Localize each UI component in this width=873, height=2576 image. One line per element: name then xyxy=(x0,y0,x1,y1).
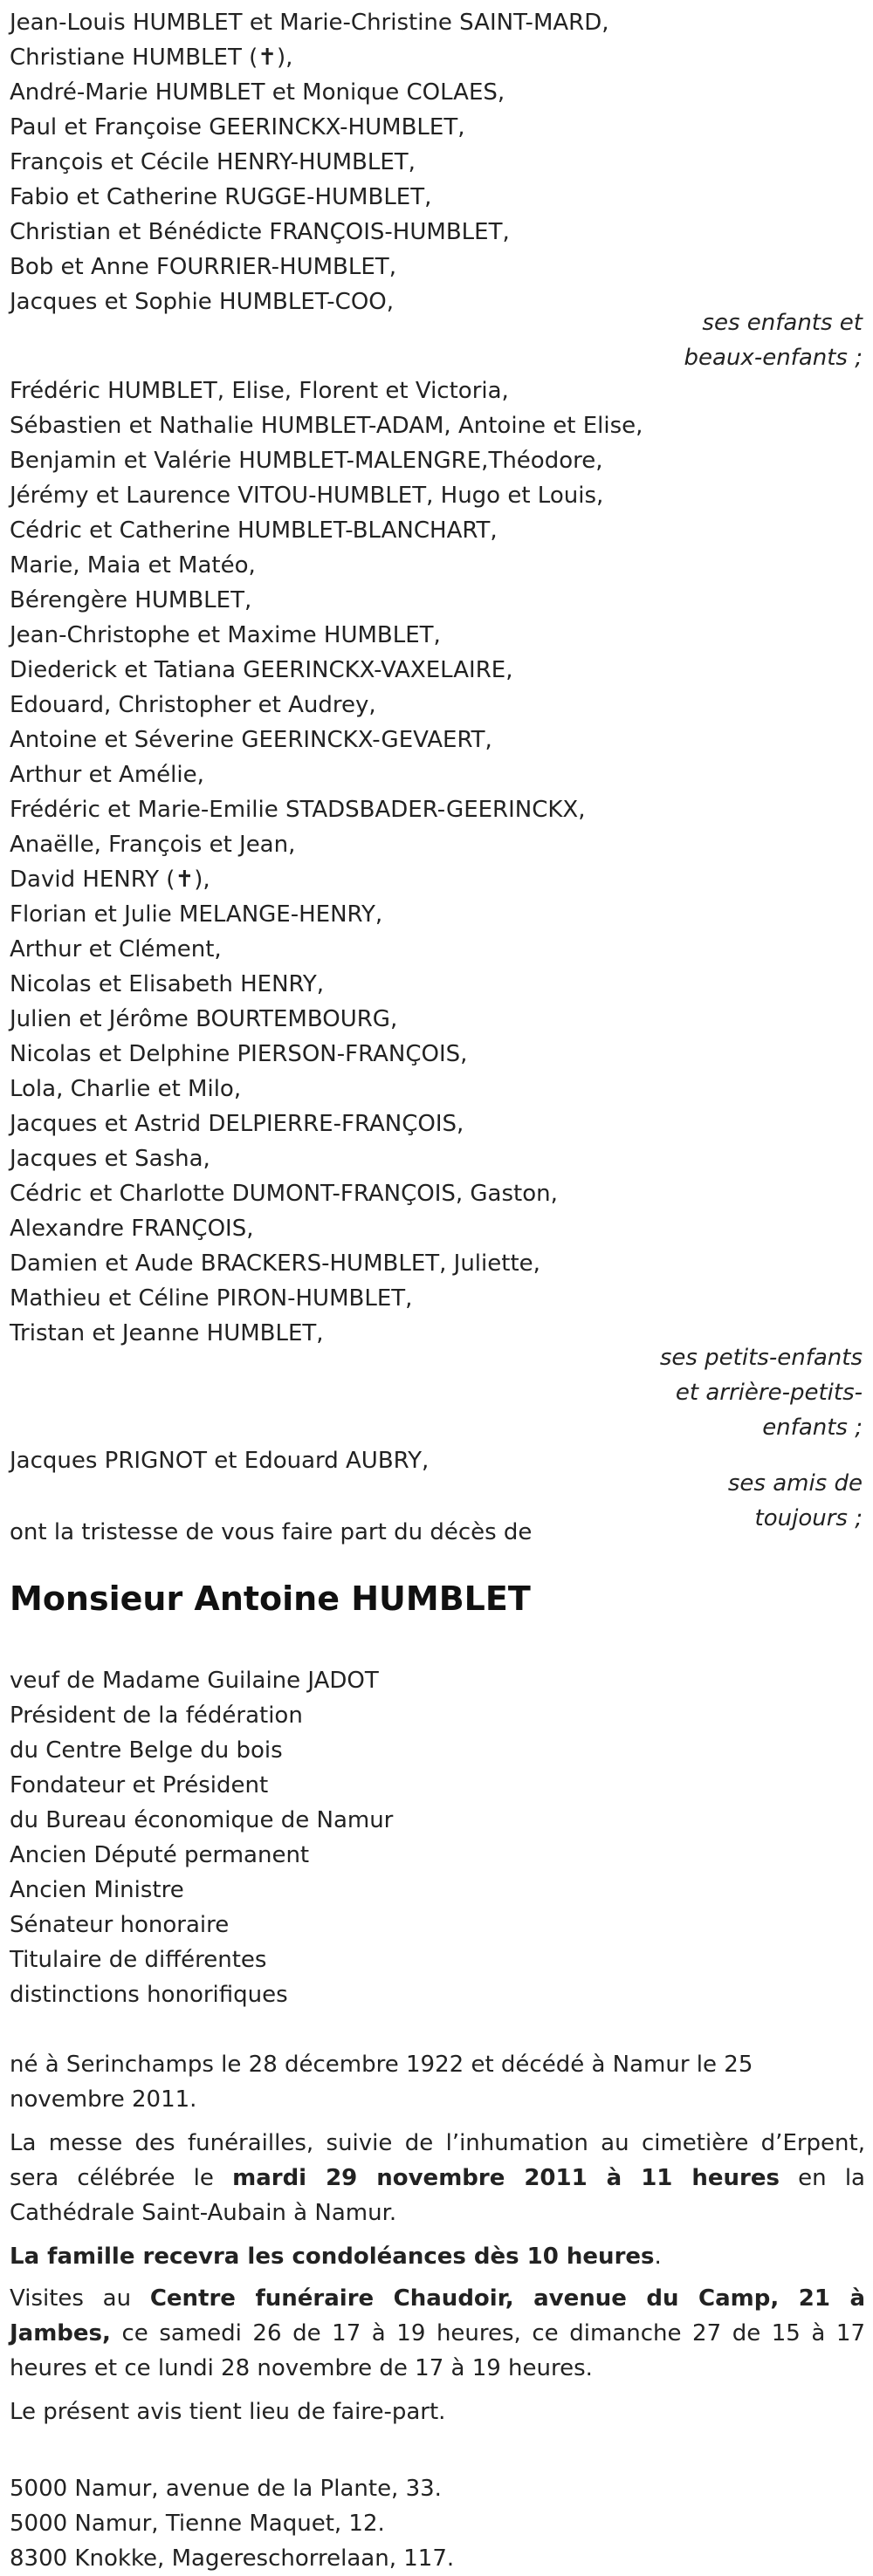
grandchildren-line: Frédéric et Marie-Emilie STADSBADER-GEERINCKX, xyxy=(10,797,586,823)
grandchildren-line: Lola, Charlie et Milo, xyxy=(10,1076,242,1102)
grandchildren-line: Sébastien et Nathalie HUMBLET-ADAM, Antoine et Elise, xyxy=(10,413,643,439)
title-line: du Centre Belge du bois xyxy=(10,1737,283,1764)
title-line: Ancien Ministre xyxy=(10,1877,184,1903)
condolences-bold: La famille recevra les condoléances dès 10 heures xyxy=(10,2244,655,2270)
grandchildren-line: Jean-Christophe et Maxime HUMBLET, xyxy=(10,622,441,648)
title-line: Sénateur honoraire xyxy=(10,1912,230,1938)
grandchildren-role: et arrière-petits- xyxy=(675,1380,863,1406)
friends-line: Jacques PRIGNOT et Edouard AUBRY, xyxy=(10,1448,430,1474)
condolences-text xyxy=(10,2239,865,2274)
grandchildren-line: David HENRY (✝), xyxy=(10,867,210,893)
children-role: ses enfants et xyxy=(702,310,863,336)
funeral-text xyxy=(10,2126,865,2230)
address-line: 5000 Namur, Tienne Maquet, 12. xyxy=(10,2511,385,2537)
children-line: François et Cécile HENRY-HUMBLET, xyxy=(10,149,416,175)
title-line: Titulaire de différentes xyxy=(10,1947,267,1973)
children-role: beaux-enfants ; xyxy=(684,345,863,371)
grandchildren-line: Tristan et Jeanne HUMBLET, xyxy=(10,1320,324,1346)
grandchildren-line: Damien et Aude BRACKERS-HUMBLET, Juliette, xyxy=(10,1250,540,1277)
grandchildren-line: Antoine et Séverine GEERINCKX-GEVAERT, xyxy=(10,727,492,753)
grandchildren-line: Diederick et Tatiana GEERINCKX-VAXELAIRE, xyxy=(10,657,513,683)
title-line: Fondateur et Président xyxy=(10,1772,269,1798)
notice-text: Le présent avis tient lieu de faire-part. xyxy=(10,2399,446,2425)
grandchildren-line: Nicolas et Delphine PIERSON-FRANÇOIS, xyxy=(10,1041,468,1067)
visits-text-before: Visites au xyxy=(10,2285,150,2312)
children-line: André-Marie HUMBLET et Monique COLAES, xyxy=(10,79,505,106)
grandchildren-line: Jacques et Astrid DELPIERRE-FRANÇOIS, xyxy=(10,1111,464,1137)
grandchildren-line: Frédéric HUMBLET, Elise, Florent et Victoria, xyxy=(10,378,509,404)
title-line: du Bureau économique de Namur xyxy=(10,1807,394,1833)
visits-text-after: ce samedi 26 de 17 à 19 heures, ce dimanche 27 de 15 à 17 heures et ce lundi 28 novembre de 17 à 19 heures. xyxy=(10,2320,865,2381)
grandchildren-line: Nicolas et Elisabeth HENRY, xyxy=(10,971,325,997)
grandchildren-line: Florian et Julie MELANGE-HENRY, xyxy=(10,901,383,928)
condolences-end: . xyxy=(654,2244,662,2270)
address-line: 8300 Knokke, Magereschorrelaan, 117. xyxy=(10,2545,455,2572)
deceased-name: Monsieur Antoine HUMBLET xyxy=(10,1579,531,1618)
announcement: ont la tristesse de vous faire part du décès de xyxy=(10,1519,533,1545)
title-line: veuf de Madame Guilaine JADOT xyxy=(10,1668,379,1694)
address-line: 5000 Namur, avenue de la Plante, 33. xyxy=(10,2476,442,2502)
children-line: Jacques et Sophie HUMBLET-COO, xyxy=(10,289,395,315)
grandchildren-line: Anaëlle, François et Jean, xyxy=(10,832,296,858)
grandchildren-role: enfants ; xyxy=(762,1415,863,1441)
grandchildren-line: Edouard, Christopher et Audrey, xyxy=(10,692,376,718)
children-line: Bob et Anne FOURRIER-HUMBLET, xyxy=(10,254,396,280)
visits-place: Centre funéraire Chaudoir, avenue du Camp, 21 à Jambes, xyxy=(10,2285,866,2346)
children-line: Jean-Louis HUMBLET et Marie-Christine SAINT-MARD, xyxy=(10,10,609,36)
title-line: distinctions honorifiques xyxy=(10,1982,288,2008)
grandchildren-line: Jérémy et Laurence VITOU-HUMBLET, Hugo et Louis, xyxy=(10,483,604,509)
children-line: Fabio et Catherine RUGGE-HUMBLET, xyxy=(10,184,432,210)
funeral-text-before: La messe des funérailles, suivie de l’inhumation au cimetière d’Erpent, sera célébrée le xyxy=(10,2130,865,2191)
grandchildren-role: ses petits-enfants xyxy=(659,1345,863,1371)
funeral-date: mardi 29 novembre 2011 à 11 heures xyxy=(232,2165,780,2191)
children-line: Paul et Françoise GEERINCKX-HUMBLET, xyxy=(10,114,465,140)
grandchildren-line: Alexandre FRANÇOIS, xyxy=(10,1216,254,1242)
grandchildren-line: Arthur et Clément, xyxy=(10,936,222,963)
children-line: Christiane HUMBLET (✝), xyxy=(10,45,293,71)
grandchildren-line: Arthur et Amélie, xyxy=(10,762,204,788)
grandchildren-line: Mathieu et Céline PIRON-HUMBLET, xyxy=(10,1285,413,1312)
grandchildren-line: Bérengère HUMBLET, xyxy=(10,587,252,613)
grandchildren-line: Cédric et Catherine HUMBLET-BLANCHART, xyxy=(10,517,498,544)
grandchildren-line: Marie, Maia et Matéo, xyxy=(10,552,256,579)
children-line: Christian et Bénédicte FRANÇOIS-HUMBLET, xyxy=(10,219,510,245)
friends-role: ses amis de xyxy=(727,1470,863,1497)
grandchildren-line: Julien et Jérôme BOURTEMBOURG, xyxy=(10,1006,398,1032)
funeral-text-after: en la Cathédrale Saint-Aubain à Namur. xyxy=(10,2165,865,2226)
visits-text xyxy=(10,2281,865,2386)
title-line: Ancien Député permanent xyxy=(10,1842,310,1868)
grandchildren-line: Cédric et Charlotte DUMONT-FRANÇOIS, Gaston, xyxy=(10,1181,558,1207)
birth-death-text: né à Serinchamps le 28 décembre 1922 et décédé à Namur le 25 novembre 2011. xyxy=(10,2052,753,2113)
friends-role: toujours ; xyxy=(754,1505,863,1531)
grandchildren-line: Benjamin et Valérie HUMBLET-MALENGRE,Théodore, xyxy=(10,448,603,474)
grandchildren-line: Jacques et Sasha, xyxy=(10,1146,210,1172)
title-line: Président de la fédération xyxy=(10,1702,303,1729)
